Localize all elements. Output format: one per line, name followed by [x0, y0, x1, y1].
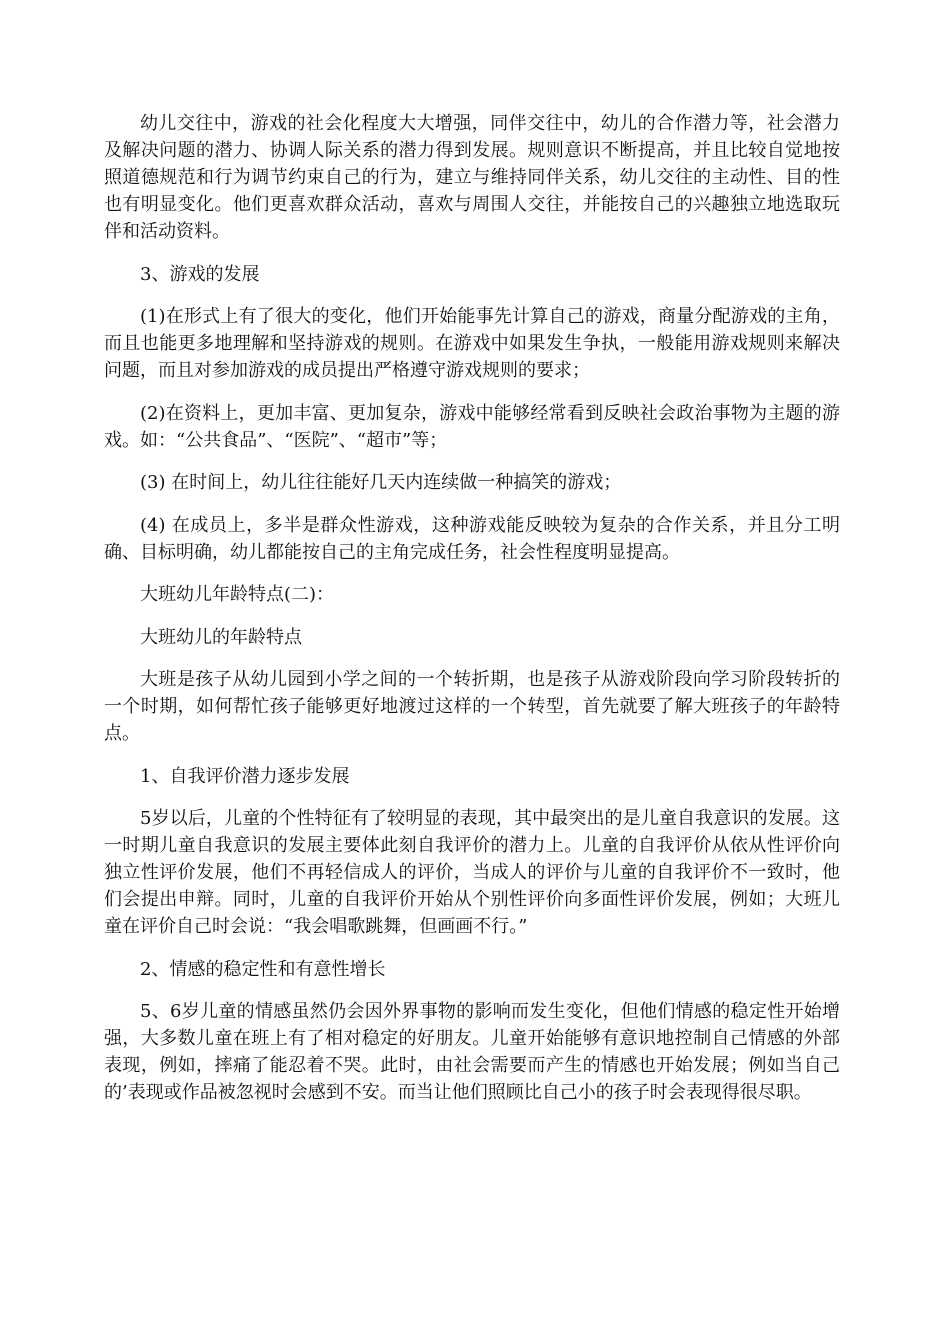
heading-game-development: 3、游戏的发展 — [140, 263, 260, 285]
paragraph-self-evaluation: 5岁以后，儿童的个性特征有了较明显的表现，其中最突出的是儿童自我意识的发展。这一时期儿童自我意识的发展主要体此刻自我评价的潜力上。儿童的自我评价从依从性评价向独立性评价发展，他们不再轻信成人的评价，当成人的评价与儿童的自我评价不一致时，他们会提出申辩。同时，儿童的自我评价开始从个别性评价向多面性评价发展，例如；大班儿童在评价自己时会说：“我会唱歌跳舞，但画画不行。” — [104, 808, 840, 937]
paragraph-game-members: (4) 在成员上，多半是群众性游戏，这种游戏能反映较为复杂的合作关系，并且分工明确、目标明确，幼儿都能按自己的主角完成任务，社会性程度明显提高。 — [104, 514, 840, 563]
heading-emotional-stability: 2、情感的稳定性和有意性增长 — [140, 958, 386, 980]
paragraph-peer-interaction: 幼儿交往中，游戏的社会化程度大大增强，同伴交往中，幼儿的合作潜力等，社会潜力及解决问题的潜力、协调人际关系的潜力得到发展。规则意识不断提高，并且比较自觉地按照道德规范和行为调节约束自己的行为，建立与维持同伴关系，幼儿交往的主动性、目的性也有明显变化。他们更喜欢群众活动，喜欢与周围人交往，并能按自己的兴趣独立地选取玩伴和活动资料。 — [104, 113, 840, 242]
paragraph-emotional-stability: 5、6岁儿童的情感虽然仍会因外界事物的影响而发生变化，但他们情感的稳定性开始增强，大多数儿童在班上有了相对稳定的好朋友。儿童开始能够有意识地控制自己情感的外部表现，例如，摔痛了能忍着不哭。此时，由社会需要而产生的情感也开始发展；例如当自己的’表现或作品被忽视时会感到不安。而当让他们照顾比自己小的孩子时会表现得很尽职。 — [104, 1001, 840, 1103]
heading-self-evaluation: 1、自我评价潜力逐步发展 — [140, 765, 350, 787]
document-body — [104, 110, 840, 1122]
paragraph-transition-period: 大班是孩子从幼儿园到小学之间的一个转折期，也是孩子从游戏阶段向学习阶段转折的一个时期，如何帮忙孩子能够更好地渡过这样的一个转型，首先就要了解大班孩子的年龄特点。 — [104, 669, 840, 744]
paragraph-game-form: (1)在形式上有了很大的变化，他们开始能事先计算自己的游戏，商量分配游戏的主角，而且也能更多地理解和坚持游戏的规则。在游戏中如果发生争执，一般能用游戏规则来解决问题，而且对参加游戏的成员提出严格遵守游戏规则的要求； — [104, 306, 840, 381]
paragraph-game-time: (3) 在时间上，幼儿往往能好几天内连续做一种搞笑的游戏； — [140, 472, 622, 493]
heading-age-characteristics: 大班幼儿的年龄特点 — [140, 626, 302, 648]
paragraph-game-content: (2)在资料上，更加丰富、更加复杂，游戏中能够经常看到反映社会政治事物为主题的游戏。如：“公共食品”、“医院”、“超市”等； — [104, 402, 840, 451]
heading-section-two: 大班幼儿年龄特点(二)： — [140, 584, 335, 605]
